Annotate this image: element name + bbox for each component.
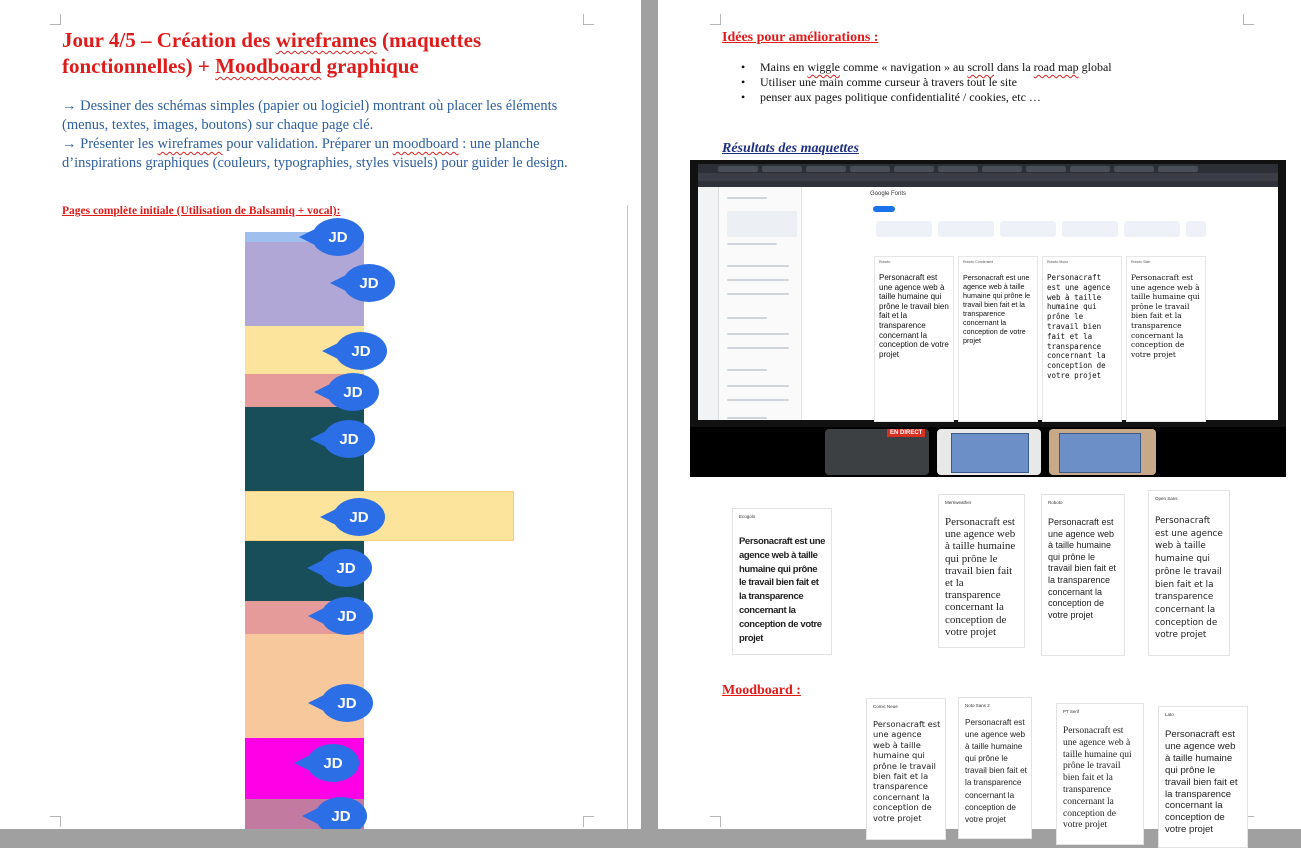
spellcheck-word[interactable]: wiggle: [807, 60, 840, 74]
browser-tab: [806, 166, 846, 172]
spellcheck-word[interactable]: wireframes: [275, 28, 377, 52]
font-sample-text: Personacraft est une agence web à taille humaine qui prône le travail bien fait et la transparence concernant la conception de votre projet: [1048, 517, 1117, 620]
browser-address-bar: [698, 173, 1278, 181]
video-call-strip: [690, 427, 1286, 477]
font-sample-text: Personacraft est une agence web à taille humaine qui prône le travail bien fait et la transparence concernant la conception de votre projet: [873, 719, 941, 823]
document-page-left: [0, 0, 641, 829]
font-name: Roboto Condensed: [963, 260, 994, 264]
spellcheck-word[interactable]: wireframes: [157, 136, 223, 152]
panel-line: [727, 197, 767, 199]
margin-corner: [50, 14, 61, 25]
comment-marker-jd[interactable]: JD: [321, 597, 373, 635]
font-card[interactable]: [1126, 256, 1206, 422]
font-sample-text: Personacraft est une agence web à taille humaine qui prône le travail bien fait et la transparence concernant la conception de votre projet: [1155, 516, 1223, 641]
panel-line: [727, 369, 767, 371]
comment-marker-jd[interactable]: JD: [343, 264, 395, 302]
font-sample-text: Personacraft est une agence web à taille humaine qui prône le travail bien fait et la transparence concernant la conception de votre projet: [1131, 273, 1200, 359]
font-sample-text: Personacraft est une agence web à taille humaine qui prône le travail bien fait et la transparence concernant la conception de votre projet: [1047, 273, 1111, 380]
font-name: Roboto Mono: [1047, 260, 1069, 264]
font-sample-text: Personacraft est une agence web à taille humaine qui prône le travail bien fait et la transparence concernant la conception de votre projet: [739, 536, 825, 644]
margin-corner: [1243, 14, 1254, 25]
browser-window: [698, 164, 1278, 420]
filters-chip: [873, 206, 895, 212]
font-suggestion-chip: [938, 221, 994, 237]
font-sample-text: Personacraft est une agence web à taille humaine qui prône le travail bien fait et la transparence concernant la conception de votre projet: [945, 516, 1016, 638]
font-name: PT Serif: [1063, 709, 1080, 714]
live-badge: EN DIRECT: [887, 429, 925, 437]
spellcheck-word[interactable]: road map: [1033, 60, 1079, 74]
browser-tab: [1070, 166, 1110, 172]
title-text: graphique: [321, 54, 419, 78]
font-sample-text: Personacraft est une agence web à taille humaine qui prône le travail bien fait et la transparence concernant la conception de votre projet: [963, 273, 1031, 345]
font-specimen-card: [958, 697, 1032, 839]
shared-screen: [951, 433, 1029, 473]
panel-line: [727, 399, 789, 401]
margin-corner: [710, 14, 721, 25]
font-suggestion-chip: [1124, 221, 1180, 237]
comment-marker-jd[interactable]: JD: [323, 420, 375, 458]
font-name: Roboto Slab: [1131, 260, 1151, 264]
page-title: [62, 27, 582, 79]
title-text: Jour 4/5 – Création des: [62, 28, 276, 52]
paragraph-text: : une planche d’inspirations graphiques (couleurs, typographies, styles visuels) pour guider le design.: [62, 136, 568, 171]
ideas-list: [760, 60, 1112, 105]
section-heading-results: Résultats des maquettes: [722, 141, 859, 156]
comment-marker-jd[interactable]: JD: [333, 498, 385, 536]
font-card[interactable]: [1042, 256, 1122, 422]
panel-line: [727, 317, 767, 319]
panel-line: [727, 293, 789, 295]
list-item-text: Mains en: [760, 60, 808, 74]
google-fonts-logo: Google Fonts: [870, 191, 907, 197]
participant-thumbnail[interactable]: [937, 429, 1041, 475]
mockup-screenshot: [690, 160, 1286, 477]
spellcheck-word[interactable]: Moodboard: [215, 54, 322, 78]
panel-line: [727, 243, 777, 245]
panel-line: [727, 385, 789, 387]
paragraph-wireframes: → Dessiner des schémas simples (papier ou logiciel) montrant où placer les éléments (menus, textes, images, boutons) sur chaque page clé.: [62, 98, 558, 133]
font-specimen-card: [866, 698, 946, 840]
font-sample-text: Personacraft est une agence web à taille humaine qui prône le travail bien fait et la transparence concernant la conception de votre projet: [1063, 726, 1132, 831]
browser-tab: [1158, 166, 1198, 172]
font-specimen-card: [1148, 490, 1230, 656]
font-card[interactable]: [958, 256, 1038, 422]
title-text: (maquettes fonctionnelles) +: [62, 28, 482, 78]
font-name: Lato: [1165, 712, 1174, 717]
browser-tab: [850, 166, 890, 172]
font-specimen-card: [1056, 703, 1144, 845]
comment-marker-jd[interactable]: JD: [307, 744, 359, 782]
font-specimen-card: [732, 508, 832, 655]
font-sample-text: Personacraft est une agence web à taille humaine qui prône le travail bien fait et la transparence concernant la conception de votre projet: [965, 718, 1027, 824]
font-specimen-card: [1041, 494, 1125, 656]
gf-filter-panel: [719, 187, 802, 420]
margin-guide-line: [627, 205, 628, 829]
margin-corner: [50, 816, 61, 827]
panel-line: [727, 211, 797, 237]
spellcheck-word[interactable]: moodboard: [392, 136, 459, 152]
margin-corner: [710, 816, 721, 827]
font-sample-text: Personacraft est une agence web à taille humaine qui prône le travail bien fait et la transparence concernant la conception de votre projet: [879, 273, 949, 359]
section-heading-pages: Pages complète initiale (Utilisation de Balsamiq + vocal):: [62, 205, 341, 217]
list-item-text: comme « navigation » au: [840, 60, 968, 74]
panel-line: [727, 333, 789, 335]
browser-tab: [1026, 166, 1066, 172]
font-suggestion-chip: [1000, 221, 1056, 237]
comment-marker-jd[interactable]: JD: [320, 549, 372, 587]
list-item-text: global: [1078, 60, 1112, 74]
participant-thumbnail[interactable]: [1049, 429, 1156, 475]
font-specimen-card: [1158, 706, 1248, 848]
comment-marker-jd[interactable]: JD: [321, 684, 373, 722]
browser-tab: [894, 166, 934, 172]
font-name: Open Sans: [1155, 496, 1178, 501]
margin-corner: [583, 14, 594, 25]
font-name: Roboto: [1048, 500, 1063, 505]
font-name: Ecogolo: [739, 514, 756, 519]
shared-screen: [1059, 433, 1141, 473]
font-sample-text: Personacraft est une agence web à taille humaine qui prône le travail bien fait et la transparence concernant la conception de votre projet: [1165, 729, 1238, 836]
list-item: • penser aux pages politique confidentialité / cookies, etc …: [760, 90, 1112, 105]
list-item: [760, 60, 1112, 75]
browser-tab: [982, 166, 1022, 172]
font-name: Roboto: [879, 260, 891, 264]
browser-tab: [1114, 166, 1154, 172]
font-suggestion-chip: [876, 221, 932, 237]
font-name: Merriweather: [945, 500, 972, 505]
font-card[interactable]: [874, 256, 954, 422]
paragraph-text: → Présenter les: [62, 136, 158, 152]
paragraph-text: pour validation. Préparer un: [222, 136, 393, 152]
paragraph-moodboard: [62, 135, 582, 172]
panel-line: [727, 417, 767, 419]
list-item-text: dans la: [993, 60, 1034, 74]
list-item: • Utiliser une main comme curseur à travers tout le site: [760, 75, 1112, 90]
comment-marker-jd[interactable]: JD: [312, 218, 364, 256]
font-suggestion-chip: [1062, 221, 1118, 237]
section-heading-ideas: Idées pour améliorations :: [722, 30, 879, 45]
comment-marker-jd[interactable]: JD: [335, 332, 387, 370]
font-name: Comic Neue: [873, 704, 898, 709]
browser-tab-bar: [698, 164, 1278, 173]
font-suggestion-chip: [1186, 221, 1206, 237]
gf-nav-rail: [698, 187, 719, 420]
browser-tab: [938, 166, 978, 172]
browser-tab: [718, 166, 758, 172]
spellcheck-word[interactable]: scroll: [967, 60, 994, 74]
panel-line: [727, 347, 789, 349]
panel-line: [727, 279, 789, 281]
font-name: Noto Sans 2: [965, 703, 990, 708]
comment-marker-jd[interactable]: JD: [327, 373, 379, 411]
panel-line: [727, 265, 789, 267]
section-heading-moodboard: Moodboard :: [722, 683, 801, 698]
font-specimen-card: [938, 494, 1025, 648]
comment-marker-jd[interactable]: JD: [315, 797, 367, 829]
margin-corner: [583, 816, 594, 827]
browser-tab: [762, 166, 802, 172]
